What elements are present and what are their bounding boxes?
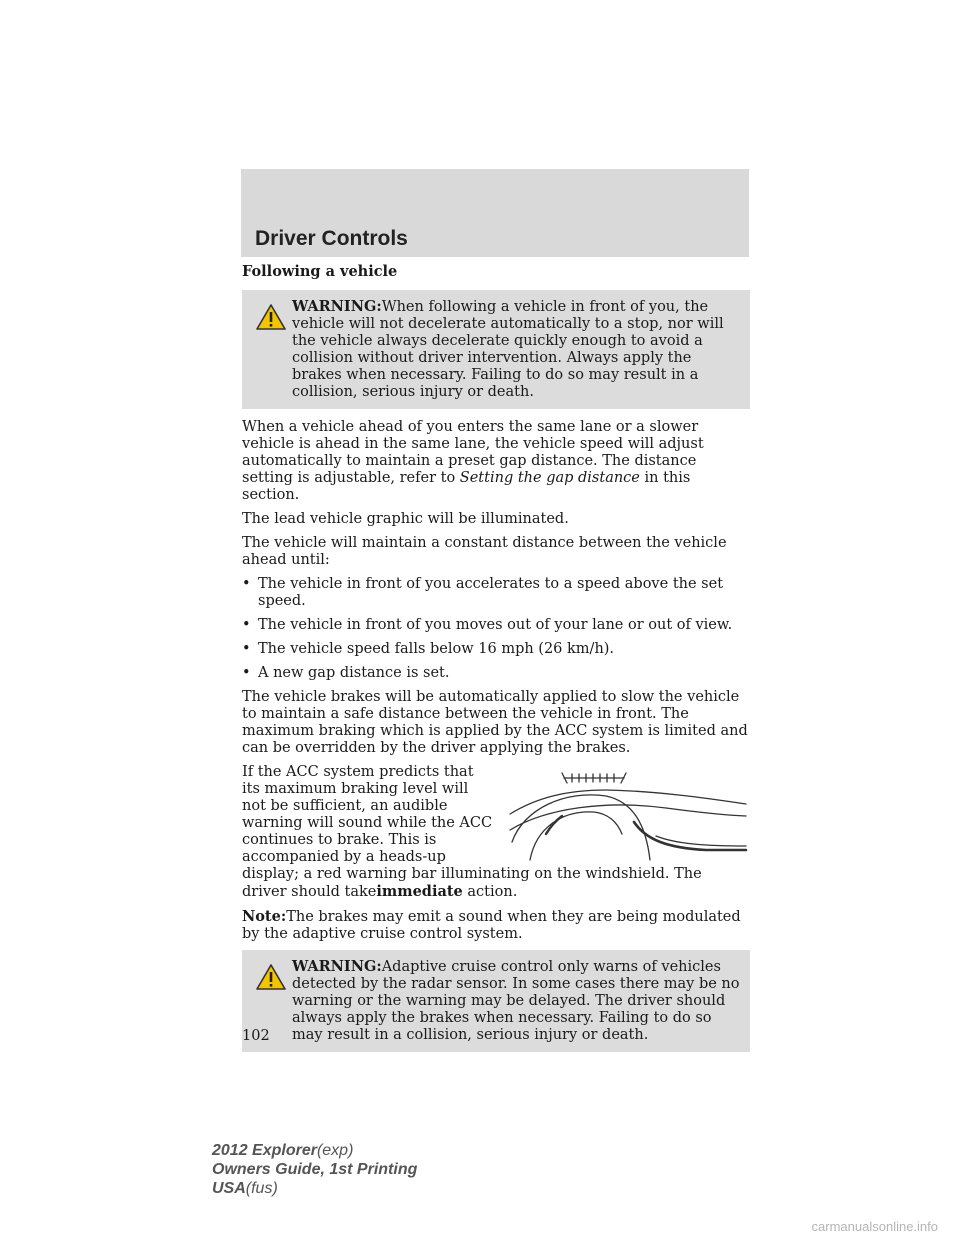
warning-triangle-icon [256, 964, 286, 990]
warning-body: Adaptive cruise control only warns of vehicles detected by the radar sensor. In some cases there may be no warning or the warning may be delayed. The driver should always apply the brakes when necessary. Failing to do so may result in a collision, serious injury or death. [292, 959, 740, 1043]
page-content [242, 263, 750, 1062]
bullet-marker: • [242, 665, 251, 681]
list-item [242, 641, 750, 658]
subsection-heading: Following a vehicle [242, 263, 398, 280]
warning-label: WARNING: [292, 958, 382, 975]
section-title: Driver Controls [255, 227, 408, 250]
cross-reference: Setting the gap distance [459, 470, 640, 486]
watermark-link[interactable]: carmanualsonline.info [811, 1219, 938, 1234]
list-item-text: The vehicle in front of you moves out of your lane or out of view. [258, 617, 733, 633]
paragraph-lead-vehicle: The lead vehicle graphic will be illuminated. [242, 511, 569, 527]
note-paragraph [242, 908, 750, 943]
warning-box-following [242, 290, 750, 409]
list-item [242, 576, 750, 610]
footer-model: 2012 Explorer [212, 1142, 317, 1159]
footer-market: USA [212, 1180, 246, 1197]
bullet-marker: • [242, 576, 251, 592]
warning-body: When following a vehicle in front of you, the vehicle will not decelerate automatically to a stop, nor will the vehicle always decelerate quickly enough to avoid a collision without driver intervention. Always apply the brakes when necessary. Failing to do so may result in a collision, serious injury or death. [292, 299, 724, 400]
note-label: Note: [242, 908, 287, 925]
windshield-warning-bar-illustration [506, 764, 750, 864]
footer-line-model [212, 1141, 417, 1160]
list-item [242, 617, 750, 634]
bullet-marker: • [242, 617, 251, 633]
paragraph-with-figure [242, 764, 750, 901]
warning-label: WARNING: [292, 298, 382, 315]
list-item-text: The vehicle in front of you accelerates to a speed above the set speed. [258, 576, 724, 609]
document-footer [212, 1141, 417, 1198]
emphasis-immediate: immediate [376, 883, 463, 900]
paragraph-constant-distance: The vehicle will maintain a constant distance between the vehicle ahead until: [242, 535, 727, 568]
paragraph-text: When a vehicle ahead of you enters the same lane or a slower vehicle is ahead in the same lane, the vehicle speed will adjust automatically to maintain a preset gap distance. The distance setting is adjustable, refer to [242, 419, 704, 486]
paragraph-gap-adjust [242, 419, 750, 504]
list-item-text: A new gap distance is set. [258, 665, 450, 681]
bullet-marker: • [242, 641, 251, 657]
paragraph-text-end: in this section. [242, 470, 691, 503]
paragraph-brakes-applied: The vehicle brakes will be automatically applied to slow the vehicle to maintain a safe distance between the vehicle in front. The maximum braking which is applied by the ACC system is limited and can be overridden by the driver applying the brakes. [242, 689, 748, 756]
list-item-text: The vehicle speed falls below 16 mph (26 km/h). [258, 641, 615, 657]
note-text: The brakes may emit a sound when they are being modulated by the adaptive cruise control system. [242, 909, 741, 942]
page-number: 102 [242, 1028, 270, 1044]
paragraph-text-end: action. [467, 884, 518, 900]
section-header-band [241, 169, 749, 257]
footer-line-guide: Owners Guide, 1st Printing [212, 1161, 418, 1178]
warning-triangle-icon [256, 304, 286, 330]
list-item [242, 665, 750, 682]
warning-text [250, 958, 740, 1044]
footer-line-market [212, 1179, 417, 1198]
warning-text [250, 298, 740, 401]
warning-box-radar [242, 950, 750, 1052]
paragraph-text: If the ACC system predicts that its maximum braking level will not be sufficient, an audible warning will sound while the ACC continues to brake. This is accompanied by a heads-up display; a red warning bar illuminating on the windshield. The driver should take [242, 764, 702, 900]
footer-model-code: (exp) [316, 1142, 354, 1159]
conditions-list [242, 576, 750, 682]
footer-market-code: (fus) [245, 1180, 278, 1197]
